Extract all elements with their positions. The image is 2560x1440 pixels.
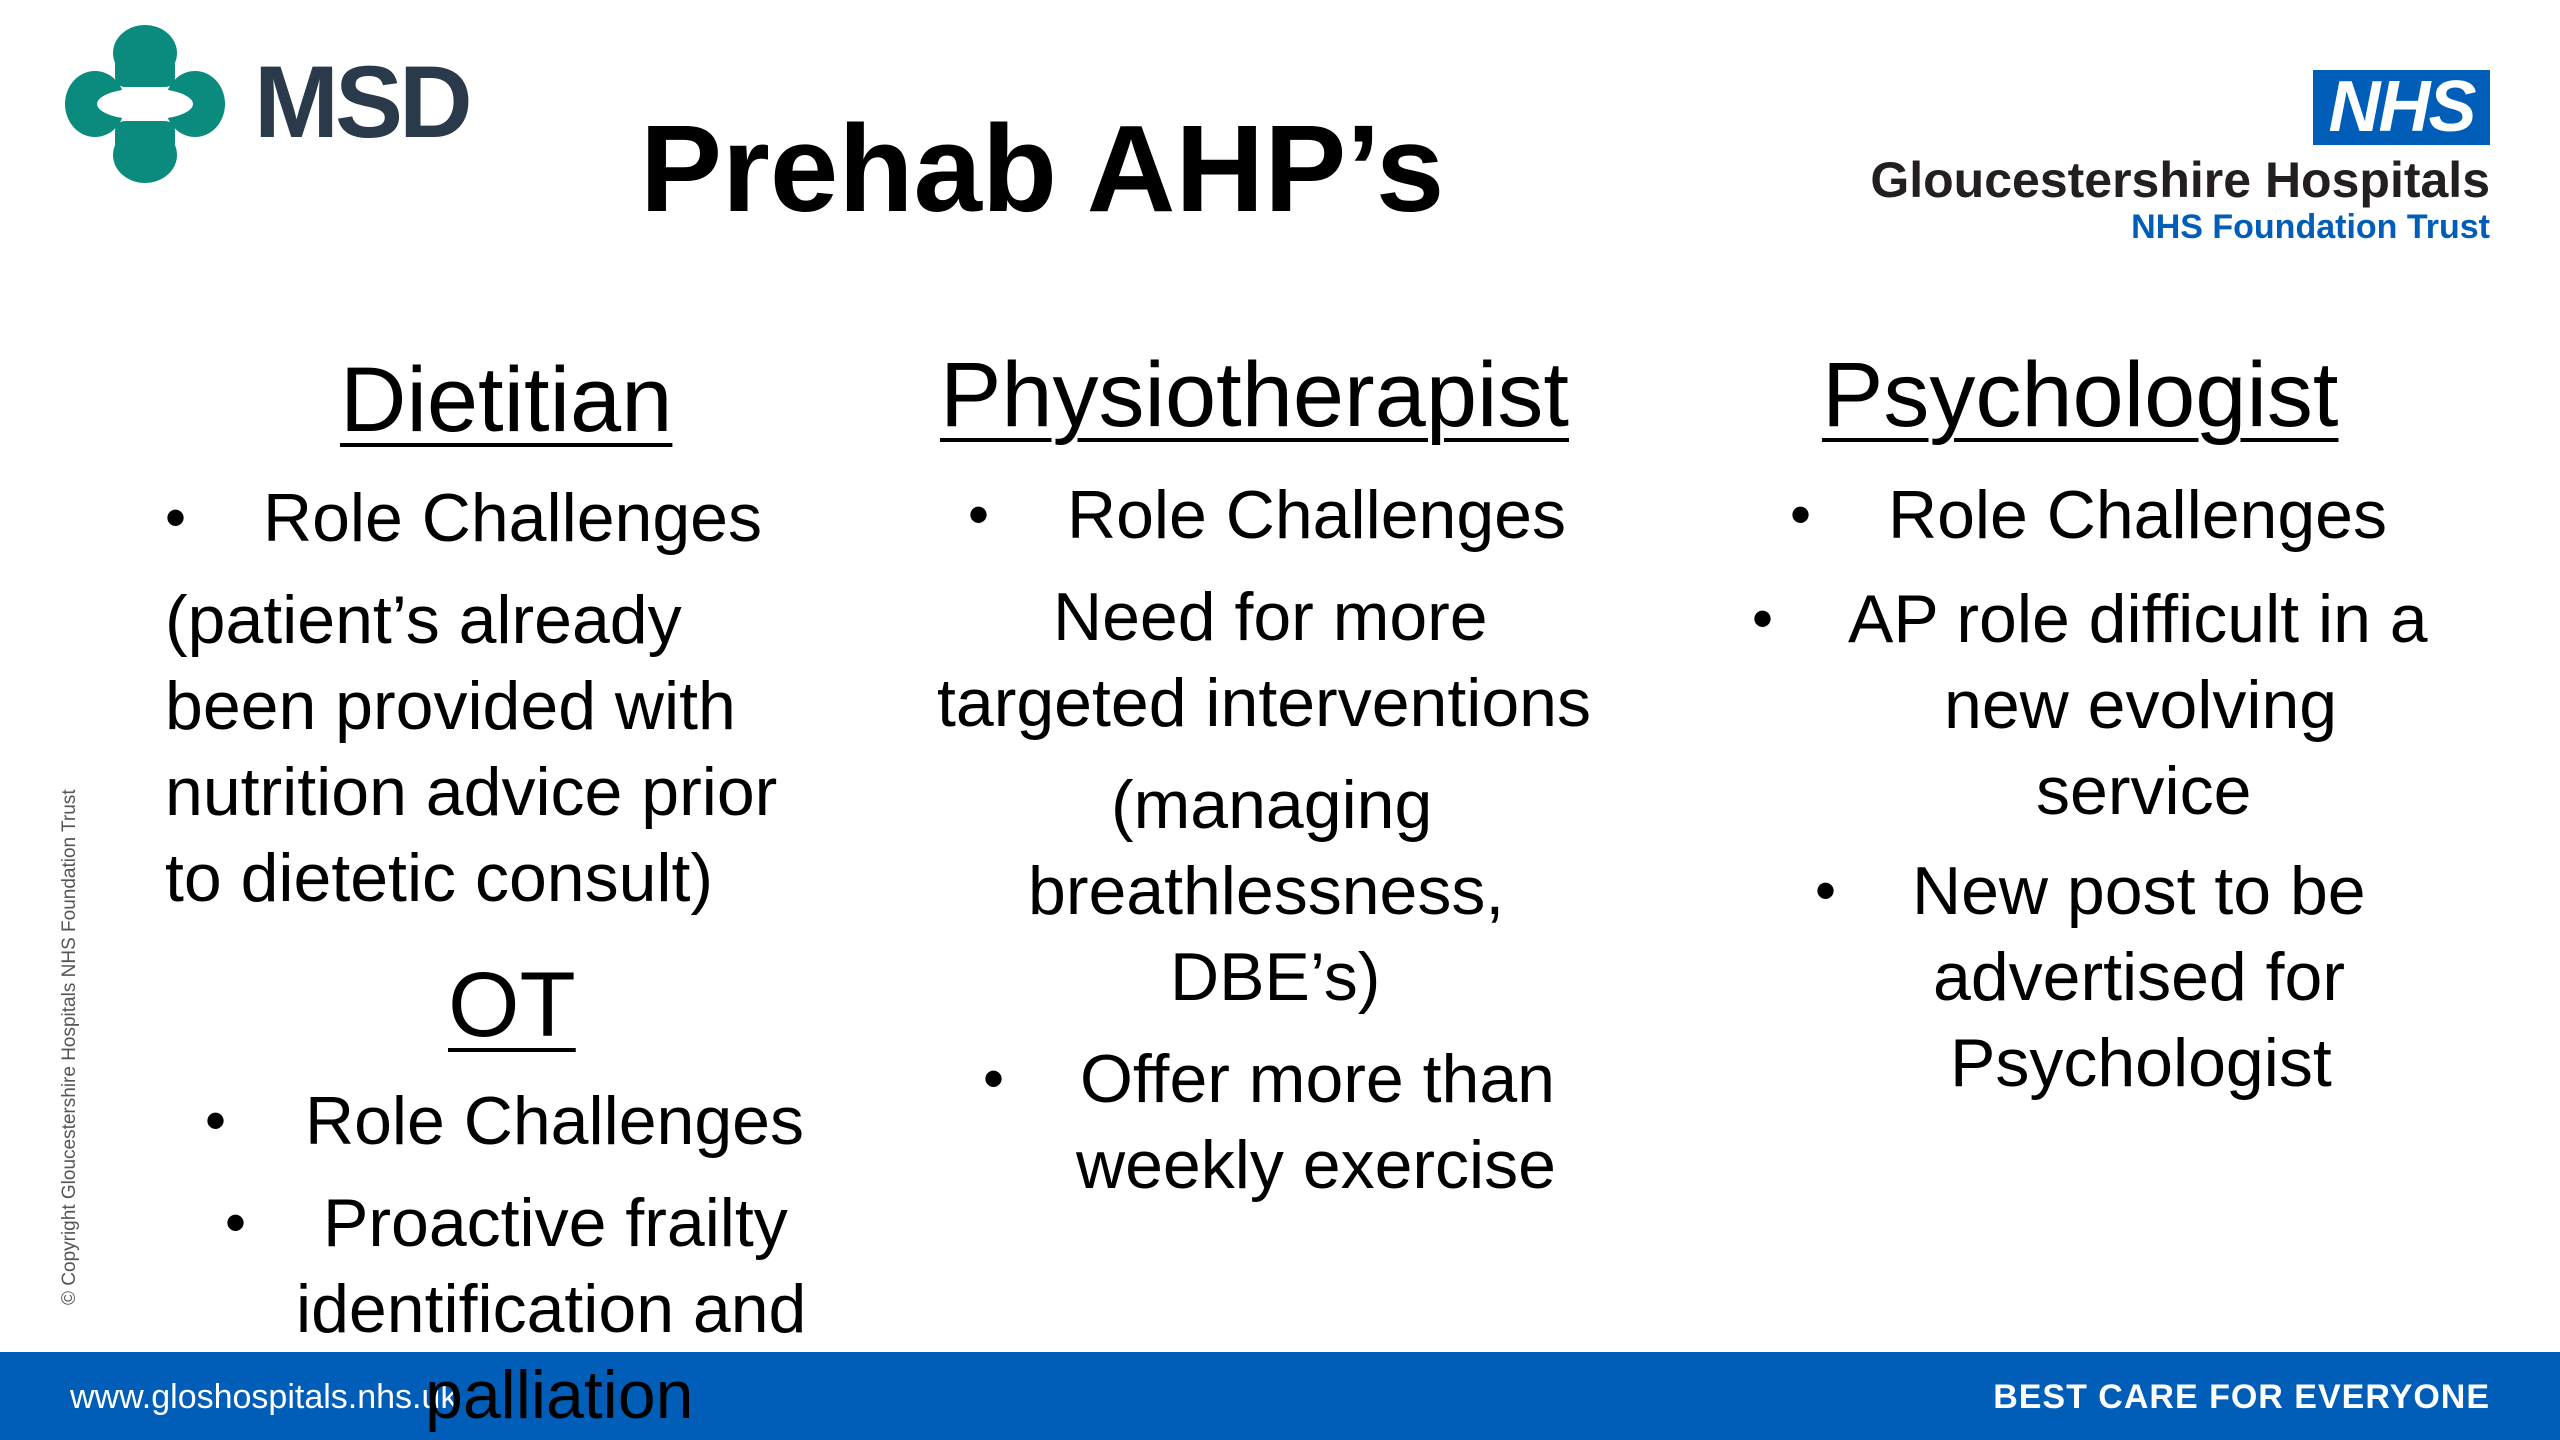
physio-text-line: targeted interventions bbox=[937, 665, 1591, 741]
footer-slogan: BEST CARE FOR EVERYONE bbox=[1993, 1378, 2490, 1416]
physio-text-line: Need for more bbox=[1053, 579, 1488, 655]
physio-paren-line: DBE’s) bbox=[1170, 939, 1381, 1015]
nhs-org-name: Gloucestershire Hospitals bbox=[1870, 152, 2490, 208]
dietitian-text-line: been provided with bbox=[165, 668, 736, 744]
ot-bullet-line: Proactive frailty bbox=[323, 1185, 788, 1261]
psych-bullet-line: advertised for bbox=[1933, 939, 2345, 1015]
psych-bullet-line: service bbox=[2036, 753, 2252, 829]
dietitian-text-line: (patient’s already bbox=[165, 582, 682, 658]
physiotherapist-heading: Physiotherapist bbox=[940, 344, 1569, 446]
bullet-icon: • bbox=[983, 1045, 1005, 1112]
bullet-icon: • bbox=[1815, 857, 1837, 924]
msd-wordmark: MSD bbox=[254, 45, 469, 159]
bullet-icon: • bbox=[968, 481, 990, 548]
ot-bullet-line: identification and bbox=[296, 1271, 807, 1347]
copyright-notice: © Copyright Gloucestershire Hospitals NHS Foundation Trust bbox=[59, 789, 80, 1305]
psychologist-heading: Psychologist bbox=[1822, 344, 2339, 446]
nhs-logo-badge: NHS bbox=[2313, 70, 2490, 145]
nhs-trust-name: NHS Foundation Trust bbox=[2131, 208, 2490, 246]
psych-bullet-line: New post to be bbox=[1912, 853, 2366, 929]
dietitian-text-line: nutrition advice prior bbox=[165, 754, 778, 830]
slide-title: Prehab AHP’s bbox=[640, 101, 1445, 238]
bullet-icon: • bbox=[1752, 585, 1774, 652]
dietitian-heading: Dietitian bbox=[340, 349, 673, 451]
psych-bullet-line: new evolving bbox=[1944, 667, 2338, 743]
bullet-icon: • bbox=[1790, 481, 1812, 548]
psych-role-challenges: Role Challenges bbox=[1888, 477, 2387, 553]
physio-paren-line: (managing bbox=[1111, 767, 1433, 843]
bullet-icon: • bbox=[165, 484, 187, 551]
physio-role-challenges: Role Challenges bbox=[1067, 477, 1566, 553]
ot-heading: OT bbox=[448, 954, 576, 1056]
dietitian-role-challenges: Role Challenges bbox=[263, 480, 762, 556]
dietitian-text-line: to dietetic consult) bbox=[165, 840, 714, 916]
bullet-icon: • bbox=[205, 1087, 227, 1154]
psych-bullet-line: Psychologist bbox=[1950, 1025, 2332, 1101]
physio-bullet-line: weekly exercise bbox=[1076, 1127, 1556, 1203]
footer-url-link[interactable]: www.gloshospitals.nhs.uk bbox=[70, 1378, 458, 1416]
ot-role-challenges: Role Challenges bbox=[305, 1083, 804, 1159]
psych-bullet-line: AP role difficult in a bbox=[1848, 581, 2428, 657]
physio-paren-line: breathlessness, bbox=[1028, 853, 1505, 929]
ot-bullet-line: palliation bbox=[425, 1357, 694, 1433]
physio-bullet-line: Offer more than bbox=[1080, 1041, 1555, 1117]
bullet-icon: • bbox=[225, 1189, 247, 1256]
msd-logo-icon bbox=[65, 25, 225, 183]
